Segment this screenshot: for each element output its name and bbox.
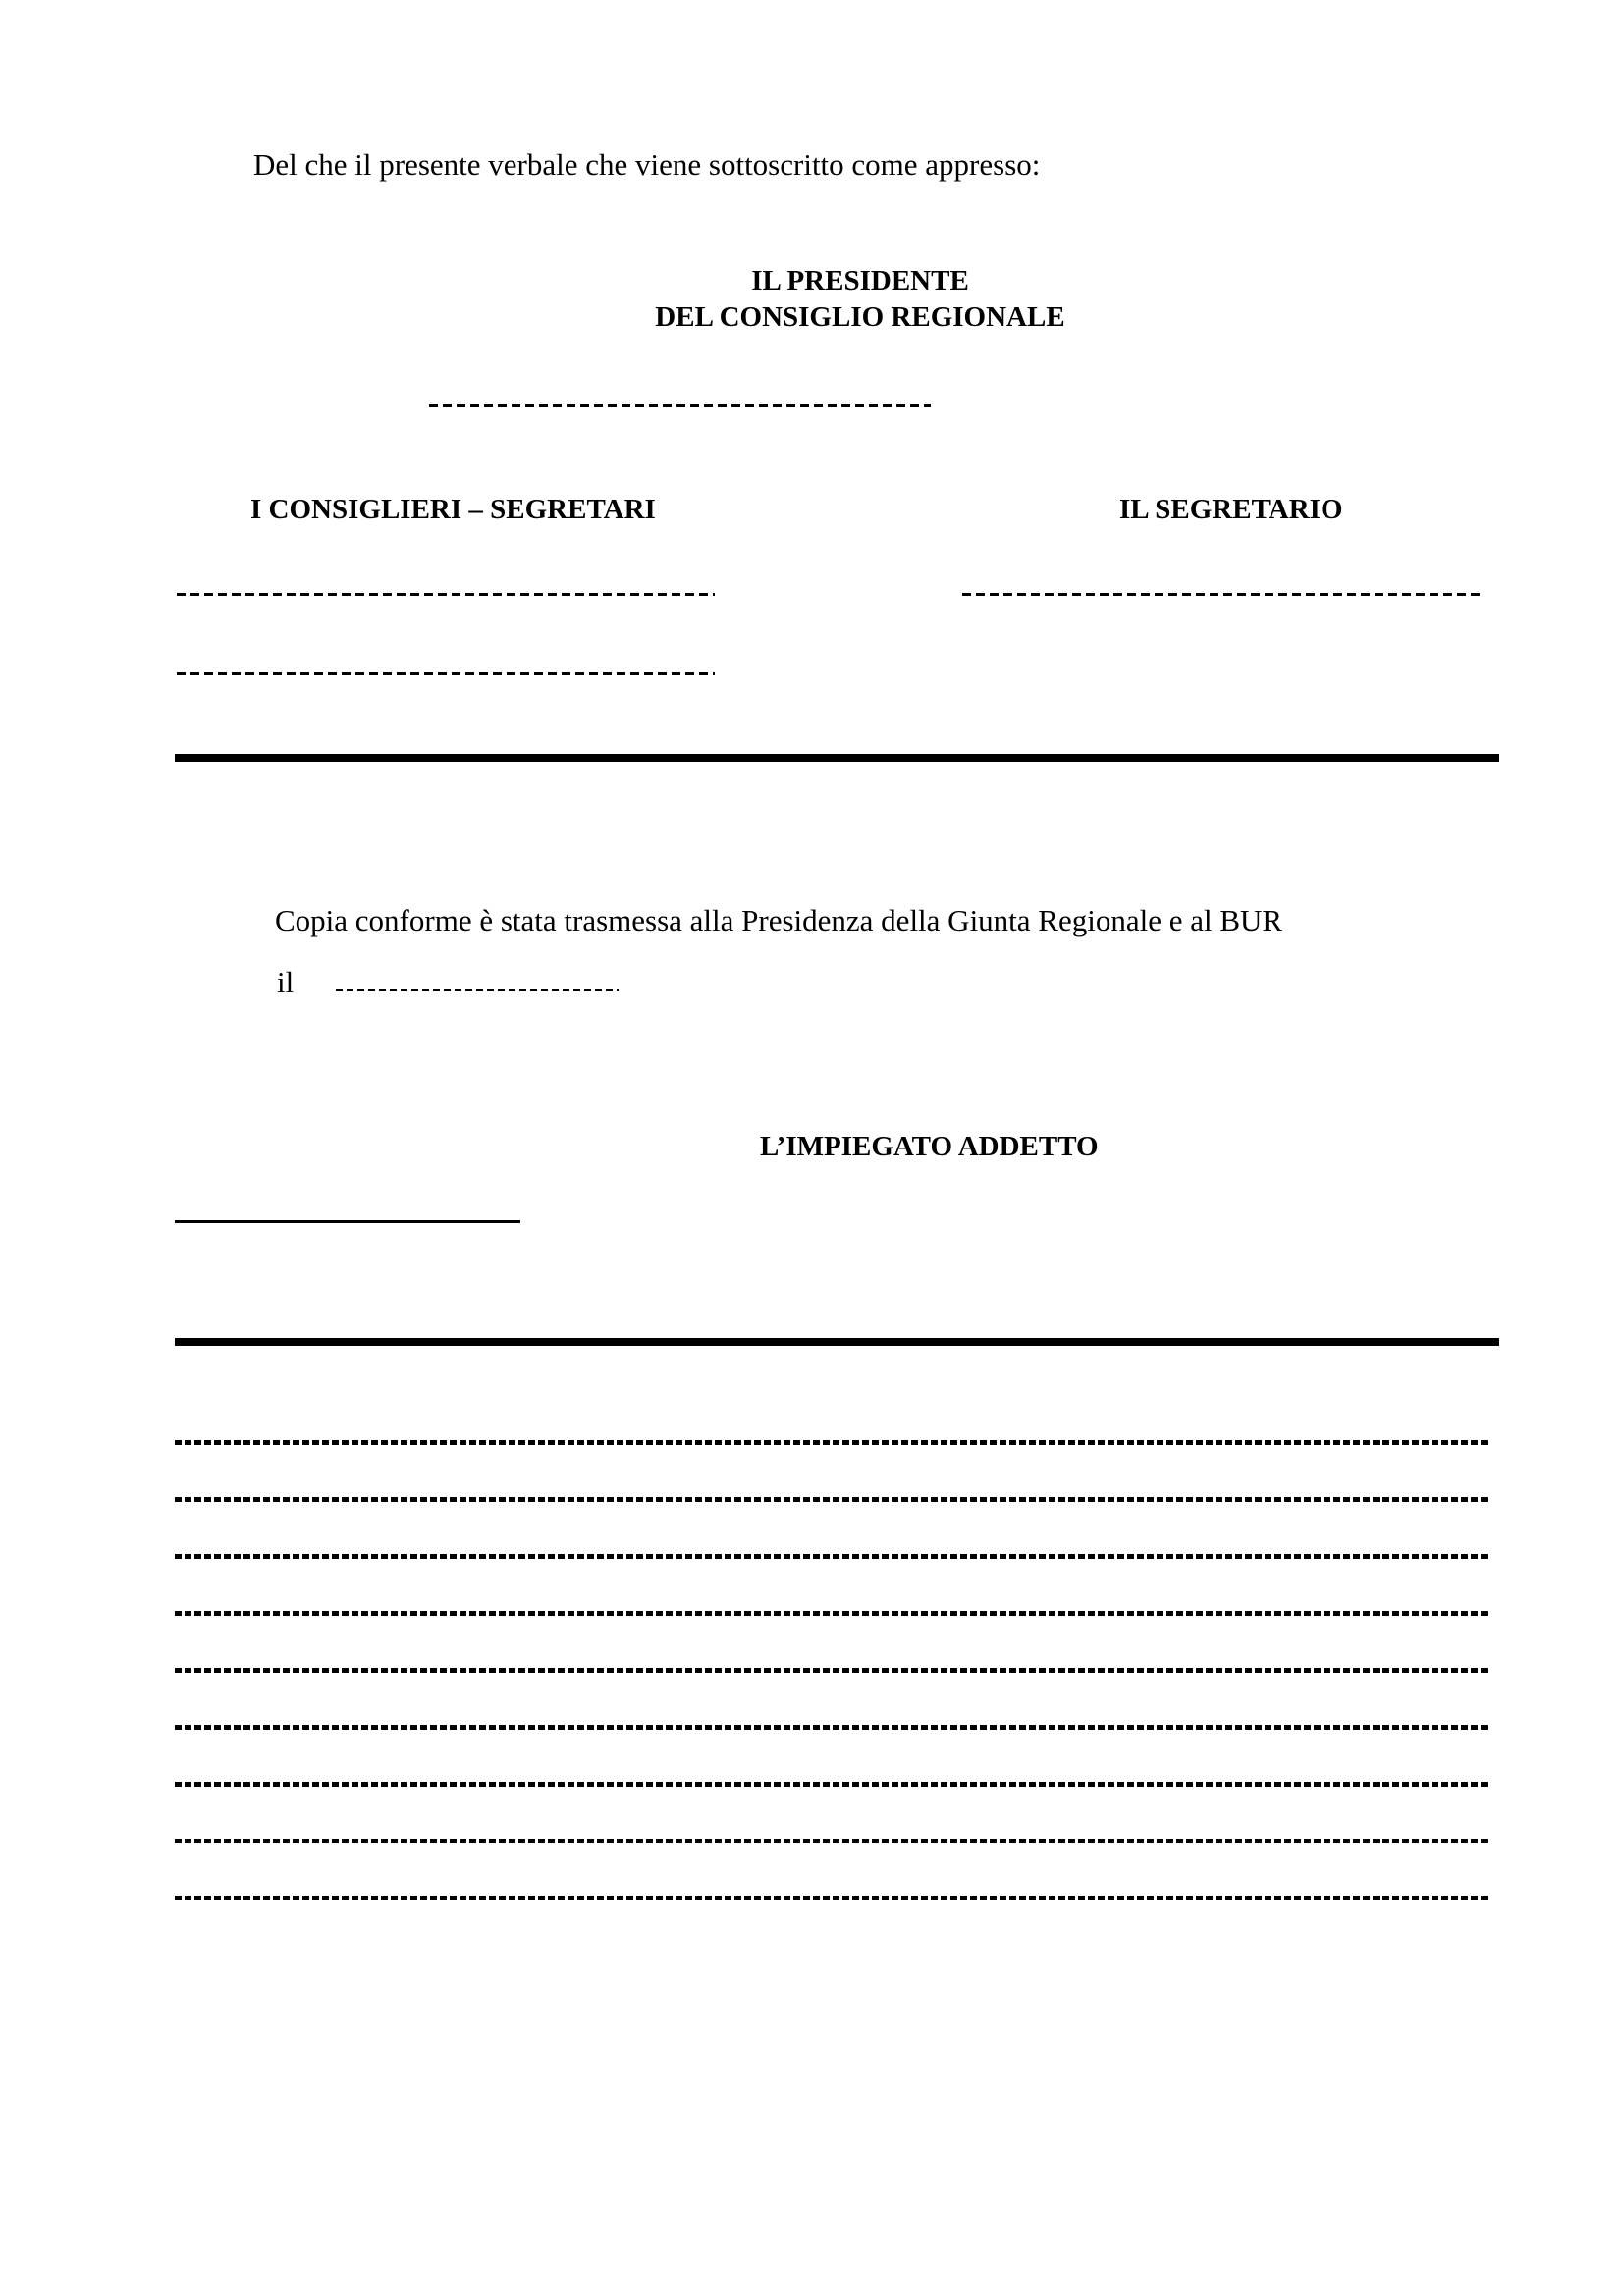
councillor-signature-line-1 xyxy=(177,593,715,596)
president-title-line1: IL PRESIDENTE xyxy=(751,265,969,296)
date-fill-line xyxy=(336,989,619,991)
section-divider-bottom xyxy=(175,1338,1499,1346)
councillors-secretaries-heading: I CONSIGLIERI – SEGRETARI xyxy=(250,494,656,525)
ruled-line xyxy=(175,1668,1488,1673)
verbale-intro-text: Del che il presente verbale che viene sottoscritto come appresso: xyxy=(253,147,1041,182)
ruled-line xyxy=(175,1725,1488,1730)
ruled-line xyxy=(175,1839,1488,1843)
clerk-heading: L’IMPIEGATO ADDETTO xyxy=(760,1131,1099,1162)
copy-note-text: Copia conforme è stata trasmessa alla Presidenza della Giunta Regionale e al BUR xyxy=(275,903,1283,937)
ruled-line xyxy=(175,1611,1488,1616)
president-heading xyxy=(609,263,1111,336)
ruled-line xyxy=(175,1554,1488,1559)
ruled-line xyxy=(175,1896,1488,1900)
secretary-signature-line xyxy=(962,593,1481,596)
secretary-heading: IL SEGRETARIO xyxy=(1119,494,1343,525)
president-signature-line xyxy=(429,404,931,407)
councillor-signature-line-2 xyxy=(177,672,715,675)
section-divider-top xyxy=(175,754,1499,762)
date-label: il xyxy=(277,965,295,999)
ruled-line xyxy=(175,1497,1488,1502)
president-title-line2: DEL CONSIGLIO REGIONALE xyxy=(655,301,1065,333)
ruled-line xyxy=(175,1782,1488,1787)
ruled-line xyxy=(175,1440,1488,1445)
ruled-lines-area xyxy=(175,1440,1488,1952)
clerk-signature-line xyxy=(175,1220,520,1223)
